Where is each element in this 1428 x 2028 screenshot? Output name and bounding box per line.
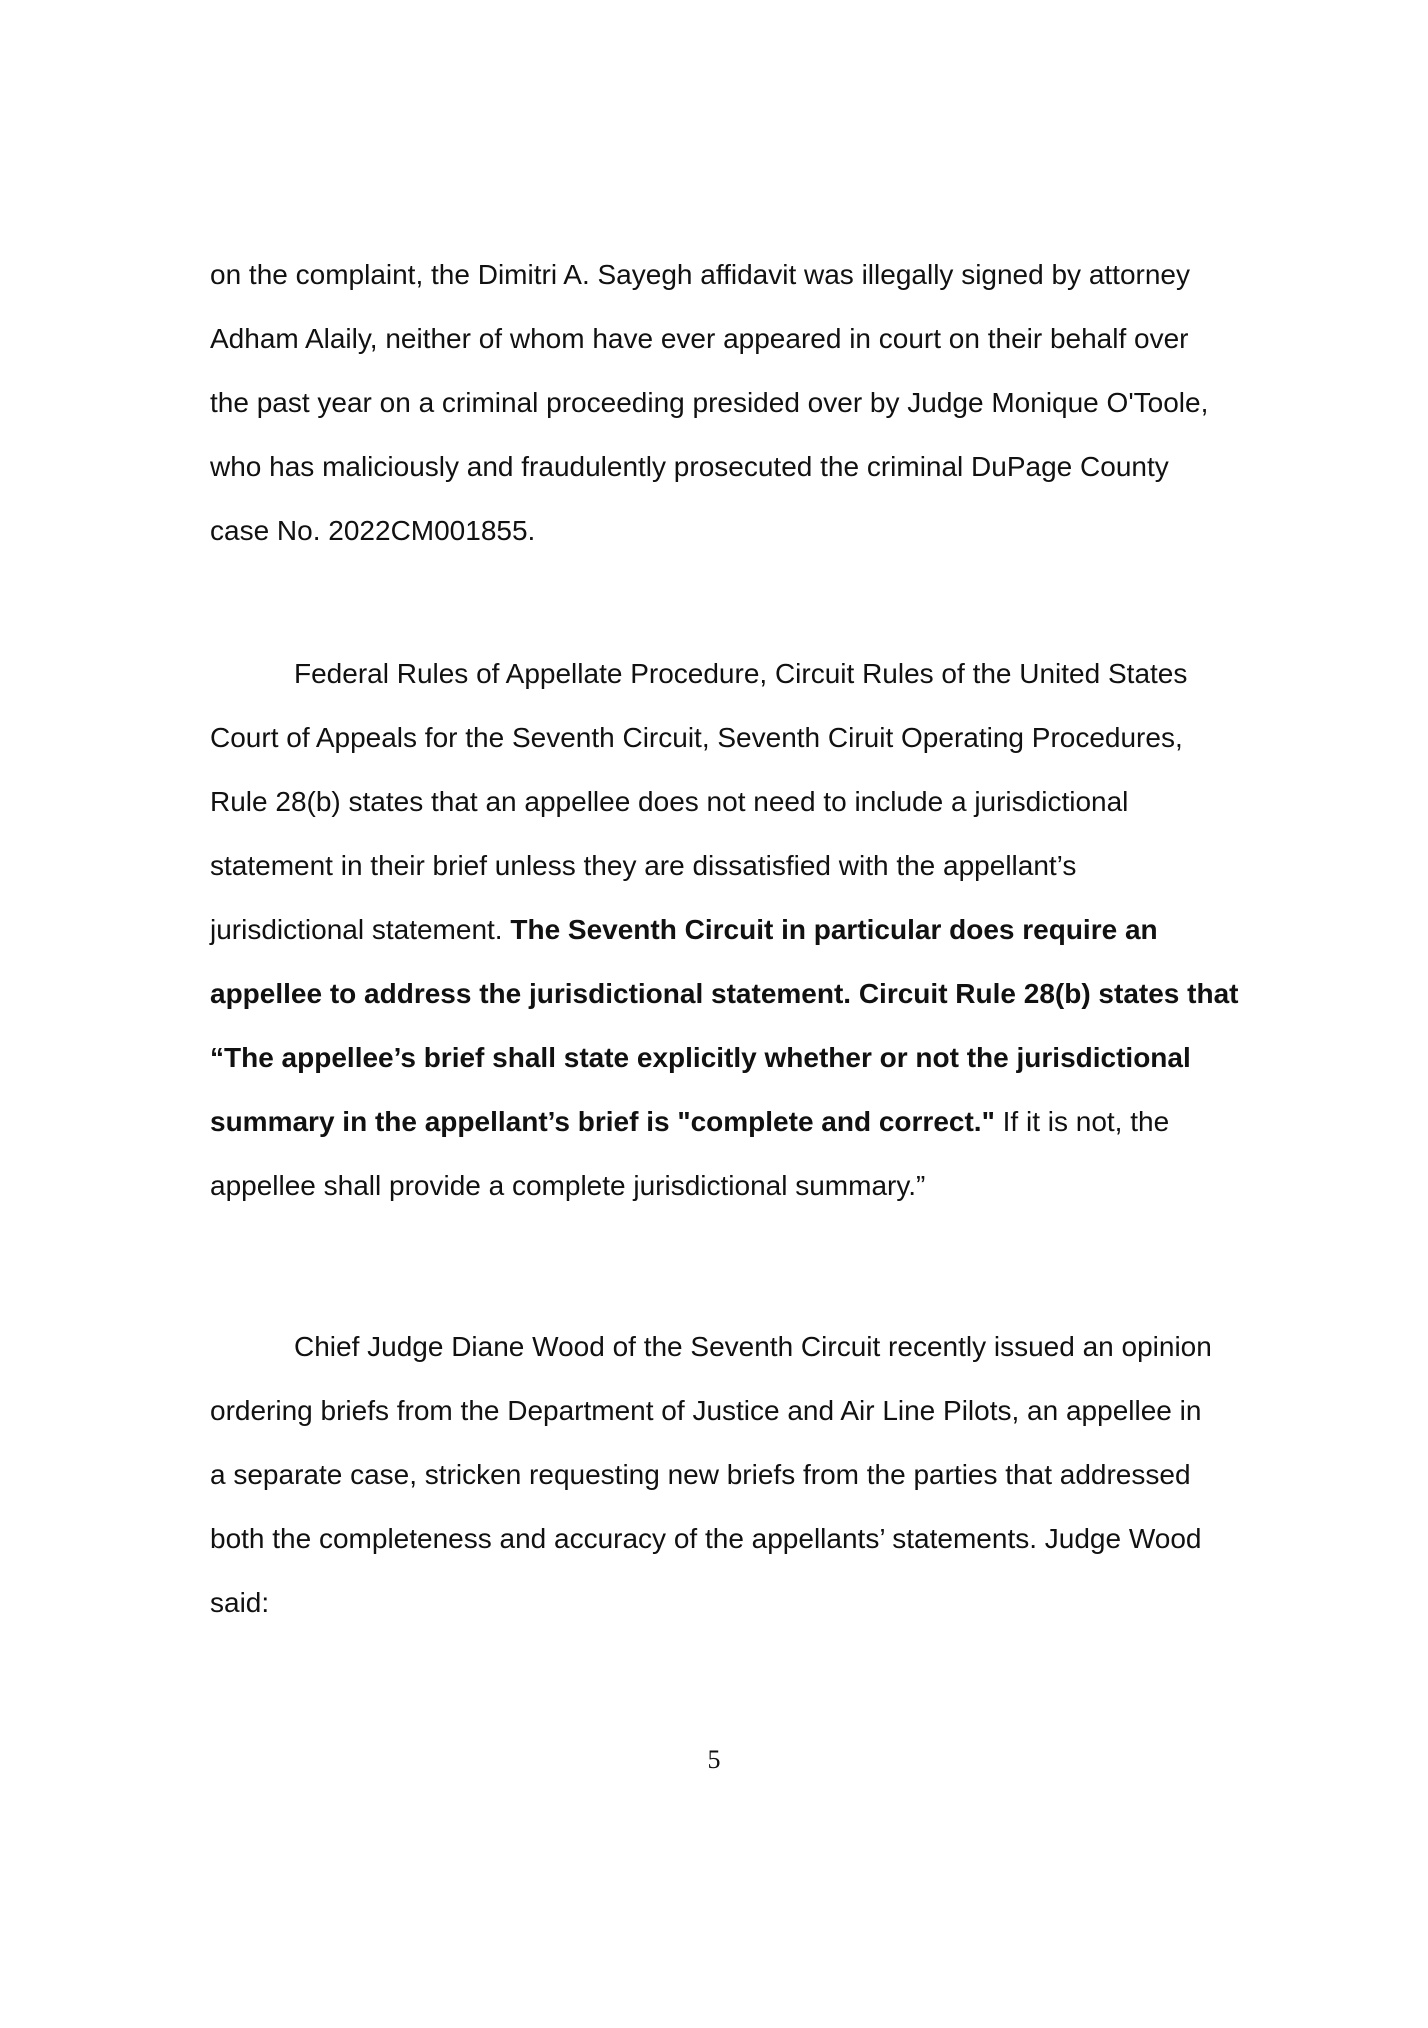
text-line bbox=[210, 898, 1220, 962]
text-line: ordering briefs from the Department of Justice and Air Line Pilots, an appellee in bbox=[210, 1395, 1202, 1426]
text-run: jurisdictional statement. bbox=[210, 914, 511, 945]
text-line: the past year on a criminal proceeding presided over by Judge Monique O'Toole, bbox=[210, 387, 1209, 418]
text-line: Federal Rules of Appellate Procedure, Circuit Rules of the United States bbox=[294, 658, 1188, 689]
paragraph-federal-rules bbox=[210, 642, 1239, 1218]
page-number: 5 bbox=[707, 1745, 721, 1774]
text-line: statement in their brief unless they are dissatisfied with the appellant’s bbox=[210, 850, 1077, 881]
text-line: Court of Appeals for the Seventh Circuit, Seventh Ciruit Operating Procedures, bbox=[210, 722, 1183, 753]
bold-text-run: The Seventh Circuit in particular does require an bbox=[510, 914, 1158, 945]
text-line: appellee shall provide a complete jurisdictional summary.” bbox=[210, 1170, 926, 1201]
text-line: who has maliciously and fraudulently prosecuted the criminal DuPage County bbox=[210, 451, 1169, 482]
text-line: both the completeness and accuracy of the appellants’ statements. Judge Wood bbox=[210, 1523, 1202, 1554]
text-line: Rule 28(b) states that an appellee does not need to include a jurisdictional bbox=[210, 786, 1129, 817]
text-line: said: bbox=[210, 1587, 270, 1618]
paragraph-judge-wood bbox=[210, 1315, 1220, 1635]
text-run: If it is not, the bbox=[994, 1106, 1170, 1137]
bold-text-run: summary in the appellant’s brief is "complete and correct." bbox=[210, 1106, 995, 1137]
text-line: Chief Judge Diane Wood of the Seventh Circuit recently issued an opinion bbox=[294, 1331, 1212, 1362]
text-line: Adham Alaily, neither of whom have ever appeared in court on their behalf over bbox=[210, 323, 1189, 354]
text-line bbox=[210, 1090, 1220, 1154]
text-line: on the complaint, the Dimitri A. Sayegh affidavit was illegally signed by attorney bbox=[210, 259, 1190, 290]
bold-text-line: appellee to address the jurisdictional statement. Circuit Rule 28(b) states that bbox=[210, 978, 1239, 1009]
text-line: a separate case, stricken requesting new briefs from the parties that addressed bbox=[210, 1459, 1191, 1490]
text-line: case No. 2022CM001855. bbox=[210, 515, 536, 546]
bold-text-line: “The appellee’s brief shall state explicitly whether or not the jurisdictional bbox=[210, 1042, 1191, 1073]
paragraph-complaint bbox=[210, 243, 1220, 563]
